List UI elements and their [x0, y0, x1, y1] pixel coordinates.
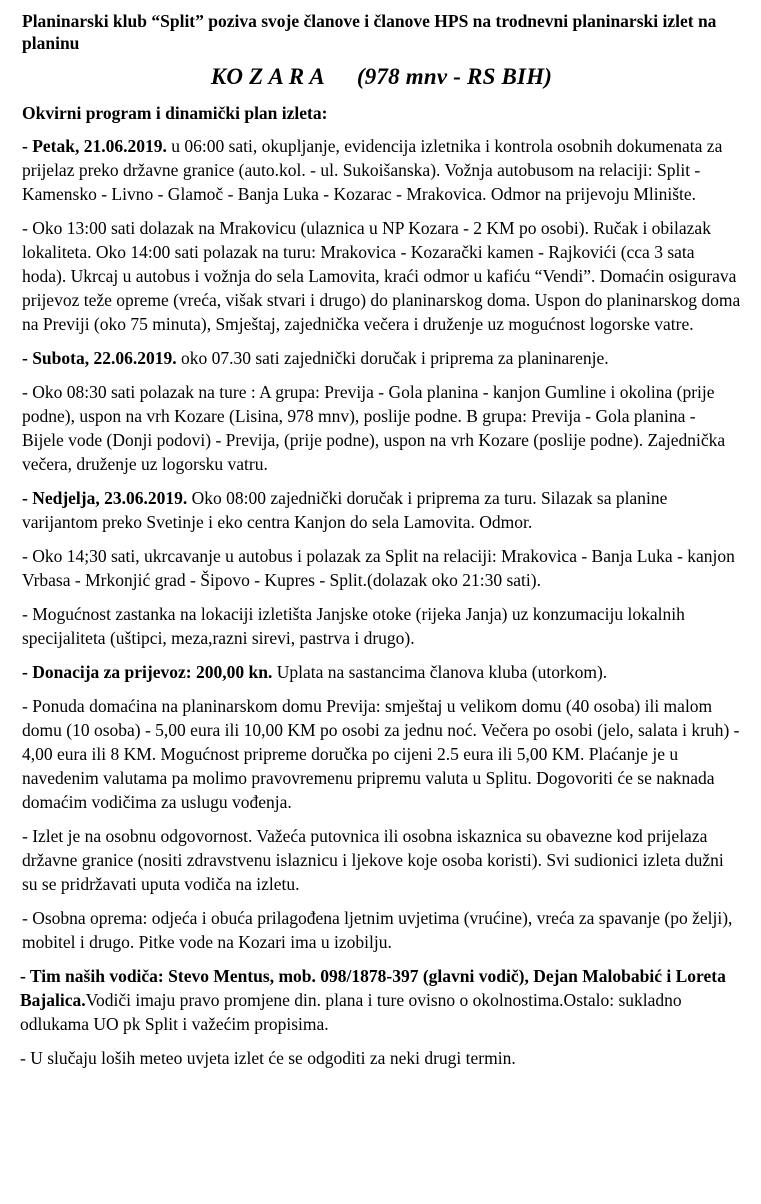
- paragraph-responsibility: [22, 824, 741, 896]
- paragraph-bold: - Tim naših vodiča: Stevo Mentus, mob. 098/1878-397 (glavni vodič), Dejan Malobabić i Loreta Bajalica.: [20, 966, 726, 1010]
- paragraph-text: Uplata na sastancima članova kluba (utorkom).: [272, 662, 608, 682]
- paragraph-text: u 06:00 sati, okupljanje, evidencija izletnika i kontrola osobnih dokumenata za prijelaz preko državne granice (auto.kol. - ul. Sukoišanska). Vožnja autobusom na relaciji: Split - Kamensko - Livno - Glamoč - Banja Luka - Kozarac - Mrakovica. Odmor na prijevoju Mlinište.: [22, 136, 723, 204]
- paragraph-friday-afternoon: [22, 216, 741, 336]
- paragraph-text: - Oko 13:00 sati dolazak na Mrakovicu (ulaznica u NP Kozara - 2 KM po osobi). Ručak i obilazak lokaliteta. Oko 14:00 sati polazak na turu: Mrakovica - Kozarački kamen - Rajkovići (cca 3 sata hoda). Ukrcaj u autobus i vožnja do sela Lamovita, kraći odmor u kafiću “Vendi”. Domaćin osigurava prijevoz teže opreme (vreća, višak stvari i drugo) do planinarskog doma. Uspon do planinarskog doma na Previji (oko 75 minuta), Smještaj, zajednička večera i druženje uz mogućnost logorske vatre.: [22, 218, 741, 334]
- paragraph-equipment: [22, 906, 741, 954]
- paragraph-text: - U slučaju loših meteo uvjeta izlet će se odgoditi za neki drugi termin.: [20, 1048, 516, 1068]
- paragraph-donation: [22, 660, 741, 684]
- page-title: [22, 62, 741, 92]
- paragraph-bold: - Petak, 21.06.2019.: [22, 136, 167, 156]
- paragraph-text: - Mogućnost zastanka na lokaciji izletišta Janjske otoke (rijeka Janja) uz konzumaciju lokalnih specijaliteta (uštipci, meza,razni sirevi, pastrva i drugo).: [22, 604, 685, 648]
- paragraph-text: oko 07.30 sati zajednički doručak i priprema za planinarenje.: [176, 348, 609, 368]
- paragraph-text: - Oko 14;30 sati, ukrcavanje u autobus i polazak za Split na relaciji: Mrakovica - Banja Luka - kanjon Vrbasa - Mrkonjić grad - Šipovo - Kupres - Split.(dolazak oko 21:30 sati).: [22, 546, 735, 590]
- paragraph-text: Vodiči imaju pravo promjene din. plana i ture ovisno o okolnostima.Ostalo: sukladno odlukama UO pk Split i važećim propisima.: [20, 990, 682, 1034]
- paragraph-day-saturday: [22, 346, 741, 370]
- paragraph-text: - Oko 08:30 sati polazak na ture : A grupa: Previja - Gola planina - kanjon Gumline i okolina (prije podne), uspon na vrh Kozare (Lisina, 978 mnv), poslije podne. B grupa: Previja - Gola planina - Bijele vode (Donji podovi) - Previja, (prije podne), uspon na vrh Kozare (poslije podne). Zajednička večera, druženje uz logorsku vatru.: [22, 382, 726, 474]
- mountain-name: KO Z A R A: [210, 64, 325, 89]
- program-heading: Okvirni program i dinamički plan izleta:: [22, 103, 328, 123]
- paragraph-day-sunday: [22, 486, 741, 534]
- paragraph-day-friday: [22, 134, 741, 206]
- mountain-info: (978 mnv - RS BIH): [356, 64, 553, 89]
- paragraph-weather: [20, 1046, 741, 1070]
- paragraph-bold: - Donacija za prijevoz: 200,00 kn.: [22, 662, 273, 682]
- paragraph-text: - Izlet je na osobnu odgovornost. Važeća putovnica ili osobna iskaznica su obavezne kod prijelaza državne granice (nositi zdravstvenu islaznicu i ljekove koje osoba koristi). Svi sudionici izleta dužni su se pridržavati uputa vodiča na izletu.: [22, 826, 724, 894]
- paragraph-stop: [22, 602, 741, 650]
- paragraph-bold: - Nedjelja, 23.06.2019.: [22, 488, 188, 508]
- paragraph-accommodation: [22, 694, 741, 814]
- paragraph-guides: [20, 964, 741, 1036]
- paragraph-text: - Osobna oprema: odjeća i obuća prilagođena ljetnim uvjetima (vrućine), vreća za spavanje (po želji), mobitel i drugo. Pitke vode na Kozari ima u izobilju.: [22, 908, 733, 952]
- paragraph-saturday-tours: [22, 380, 741, 476]
- paragraph-text: Oko 08:00 zajednički doručak i priprema za turu. Silazak sa planine varijantom preko Svetinje i eko centra Kanjon do sela Lamovita. Odmor.: [22, 488, 668, 532]
- paragraph-return: [22, 544, 741, 592]
- paragraph-text: - Ponuda domaćina na planinarskom domu Previja: smještaj u velikom domu (40 osoba) ili malom domu (10 osoba) - 5,00 eura ili 10,00 KM po osobi za jednu noć. Večera po osobi (jelo, salata i kruh) - 4,00 eura ili 8 KM. Mogućnost pripreme doručka po cijeni 2.5 eura ili 5,00 KM. Plaćanje je u navedenim valutama pa molimo pravovremenu pripremu valuta u Splitu. Dogovoriti će se naknada domaćim vodičima za uslugu vođenja.: [22, 696, 740, 812]
- paragraph-bold: - Subota, 22.06.2019.: [22, 348, 177, 368]
- invitation-intro: Planinarski klub “Split” poziva svoje članove i članove HPS na trodnevni planinarski izlet na planinu: [22, 11, 717, 53]
